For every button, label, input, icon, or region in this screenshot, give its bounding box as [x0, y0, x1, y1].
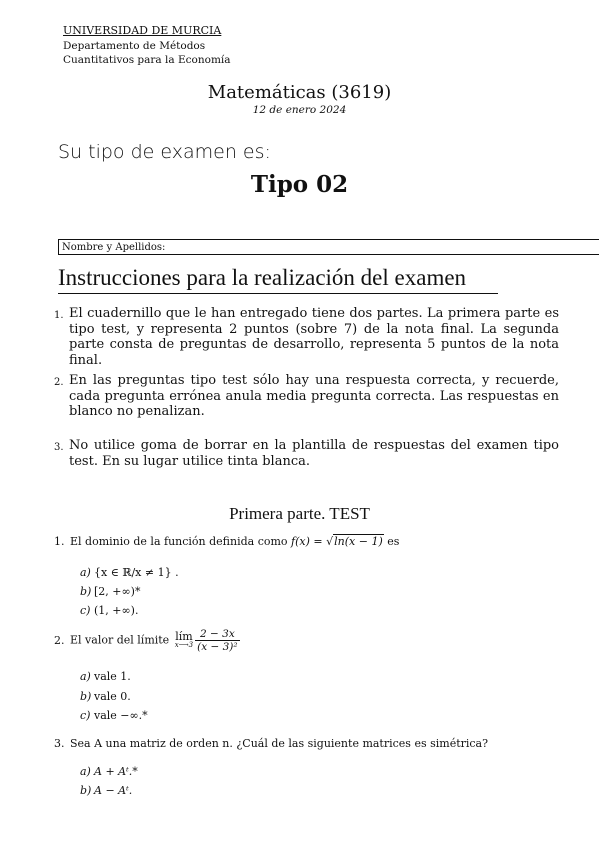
part-title: Primera parte. TEST: [229, 504, 370, 523]
option: [80, 585, 140, 598]
option-text: A − Aᵗ.: [94, 784, 133, 797]
instruction-item: [54, 438, 559, 469]
option-letter: c): [80, 709, 91, 722]
option-text: vale −∞.*: [94, 709, 148, 722]
option: [80, 670, 131, 683]
option-text: vale 0.: [94, 690, 131, 703]
question-3: [54, 737, 488, 750]
question-number: 2.: [54, 633, 65, 647]
option-letter: a): [80, 566, 91, 579]
instruction-number: 1.: [54, 310, 64, 321]
denominator: (x − 3)²: [197, 641, 238, 653]
option-letter: a): [80, 670, 91, 683]
exam-type-label: Su tipo de examen es:: [58, 141, 271, 163]
instruction-text: No utilice goma de borrar en la plantilla de respuestas del examen tipo test. En su lugar utilice tinta blanca.: [69, 438, 559, 469]
option-letter: b): [80, 585, 92, 598]
question-1: 1. El dominio de la función definida como f(x) = √ln(x − 1) es: [54, 535, 400, 548]
option-text: vale 1.: [94, 670, 131, 683]
question-text-end: es: [383, 535, 400, 548]
question-text: El dominio de la función definida como: [70, 535, 292, 548]
option-letter: b): [80, 784, 92, 797]
instruction-number: 3.: [54, 442, 64, 453]
instruction-text: En las preguntas tipo test sólo hay una respuesta correcta, y recuerde, cada pregunta errónea anula media pregunta correcta. Las respuestas en blanco no penalizan.: [69, 373, 559, 419]
option-letter: b): [80, 690, 92, 703]
instruction-text: El cuadernillo que le han entregado tiene dos partes. La primera parte es tipo test, y representa 2 puntos (sobre 7) de la nota final. La segunda parte consta de preguntas de desarrollo, representa 5 puntos de la nota final.: [69, 306, 559, 368]
option: [80, 690, 131, 703]
limit-symbol: lím: [175, 629, 193, 643]
fraction: [195, 628, 239, 653]
instruction-item: [54, 306, 559, 368]
department-line-2: Cuantitativos para la Economía: [63, 54, 231, 66]
option: [80, 765, 138, 778]
instruction-number: 2.: [54, 377, 64, 388]
option: [80, 566, 179, 579]
name-field[interactable]: [58, 239, 599, 255]
instructions-title: Instrucciones para la realización del examen: [58, 265, 467, 290]
option-text: {x ∈ ℝ/x ≠ 1} .: [94, 566, 179, 579]
sqrt-expression: ln(x − 1): [334, 535, 383, 548]
option-text: (1, +∞).: [94, 604, 139, 617]
option: [80, 604, 138, 617]
question-number: 3.: [54, 737, 65, 750]
limit-subscript: x⟶3: [174, 640, 194, 649]
question-text: El valor del límite: [70, 633, 173, 647]
university-name: UNIVERSIDAD DE MURCIA: [63, 24, 222, 37]
question-number: 1.: [54, 535, 65, 548]
exam-type-value: Tipo 02: [250, 171, 349, 198]
option: [80, 784, 132, 797]
math-expression: f(x) =: [291, 535, 327, 548]
department-name: [63, 39, 283, 67]
question-2: [54, 628, 240, 653]
option-letter: c): [80, 604, 91, 617]
exam-date: 12 de enero 2024: [252, 104, 347, 116]
option-text: [2, +∞)*: [94, 585, 141, 598]
numerator: 2 − 3x: [195, 628, 239, 641]
option-letter: a): [80, 765, 91, 778]
instruction-item: [54, 373, 559, 420]
option-text: A + Aᵗ.*: [94, 765, 138, 778]
question-text: Sea A una matriz de orden n. ¿Cuál de las siguiente matrices es simétrica?: [70, 737, 489, 750]
limit-operator: [174, 629, 194, 650]
option: [80, 709, 148, 722]
instructions-underline: [58, 293, 498, 294]
course-title: Matemáticas (3619): [207, 82, 392, 103]
department-line-1: Departamento de Métodos: [63, 40, 206, 52]
name-field-label: Nombre y Apellidos:: [62, 242, 166, 253]
